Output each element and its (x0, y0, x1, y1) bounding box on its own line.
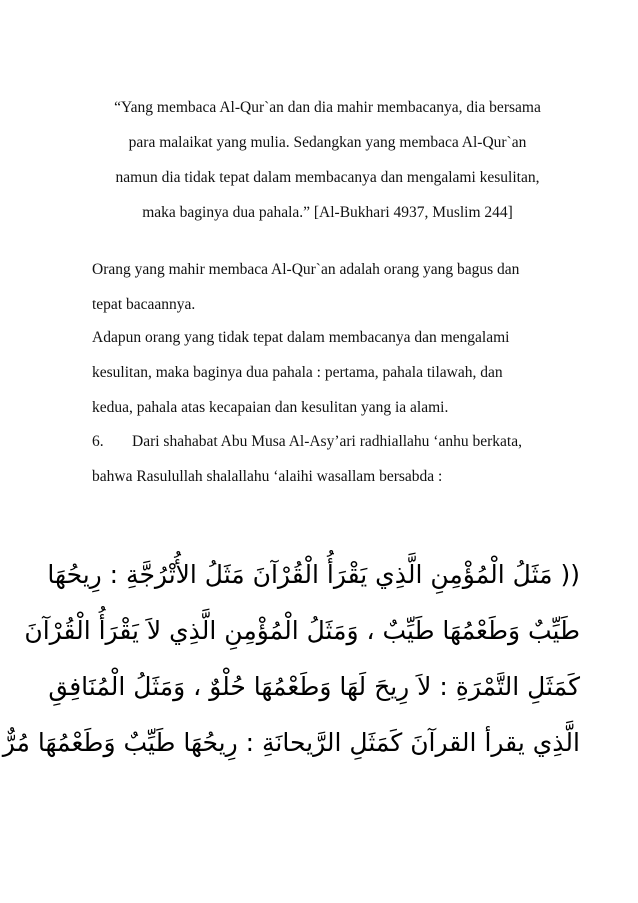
quote-line: “Yang membaca Al-Qur`an dan dia mahir membacanya, dia bersama (114, 99, 541, 116)
paragraph-line: bahwa Rasulullah shalallahu ‘alaihi wasallam bersabda : (92, 468, 443, 485)
arabic-line: الَّذِي يقرأ القرآنَ كَمَثَلِ الرَّيحانَةِ : رِيحُهَا طَيِّبٌ وَطَعْمُهَا مُرٌّ (2, 728, 580, 757)
paragraph-dua-pahala (92, 320, 562, 425)
arabic-line: طَيِّبٌ وَطَعْمُهَا طَيِّبٌ ، وَمَثَلُ الْمُؤْمِنِ الَّذِي لاَ يَقْرَأُ الْقُرْآنَ (24, 616, 580, 645)
quote-line: para malaikat yang mulia. Sedangkan yang membaca Al-Qur`an (128, 134, 527, 151)
paragraph-mahir (92, 252, 562, 322)
arabic-line: (( مَثَلُ الْمُؤْمِنِ الَّذِي يَقْرَأُ الْقُرْآنَ مَثَلُ الأُتْرُجَّةِ : رِيحُهَا (47, 560, 580, 589)
paragraph-line: kesulitan, maka baginya dua pahala : pertama, pahala tilawah, dan (92, 364, 503, 381)
paragraph-line: kedua, pahala atas kecapaian dan kesulitan yang ia alami. (92, 399, 449, 416)
hadith-6-intro (92, 424, 562, 494)
paragraph-line: tepat bacaannya. (92, 296, 196, 313)
hadith-number: 6. (92, 433, 104, 450)
arabic-line: كَمَثَلِ التَّمْرَةِ : لاَ رِيحَ لَهَا وَطَعْمُهَا حُلْوٌ ، وَمَثَلُ الْمُنَافِقِ (48, 672, 580, 701)
paragraph-line: Adapun orang yang tidak tepat dalam membacanya dan mengalami (92, 329, 510, 346)
hadith-quote (80, 90, 575, 230)
hadith-intro-text: Dari shahabat Abu Musa Al-Asy’ari radhiallahu ‘anhu berkata, (132, 433, 522, 450)
quote-line: namun dia tidak tepat dalam membacanya dan mengalami kesulitan, (115, 169, 540, 186)
paragraph-line (92, 424, 562, 459)
paragraph-line: Orang yang mahir membaca Al-Qur`an adalah orang yang bagus dan (92, 261, 520, 278)
arabic-hadith-text (2, 560, 580, 784)
quote-line: maka baginya dua pahala.” [Al-Bukhari 4937, Muslim 244] (142, 204, 513, 221)
